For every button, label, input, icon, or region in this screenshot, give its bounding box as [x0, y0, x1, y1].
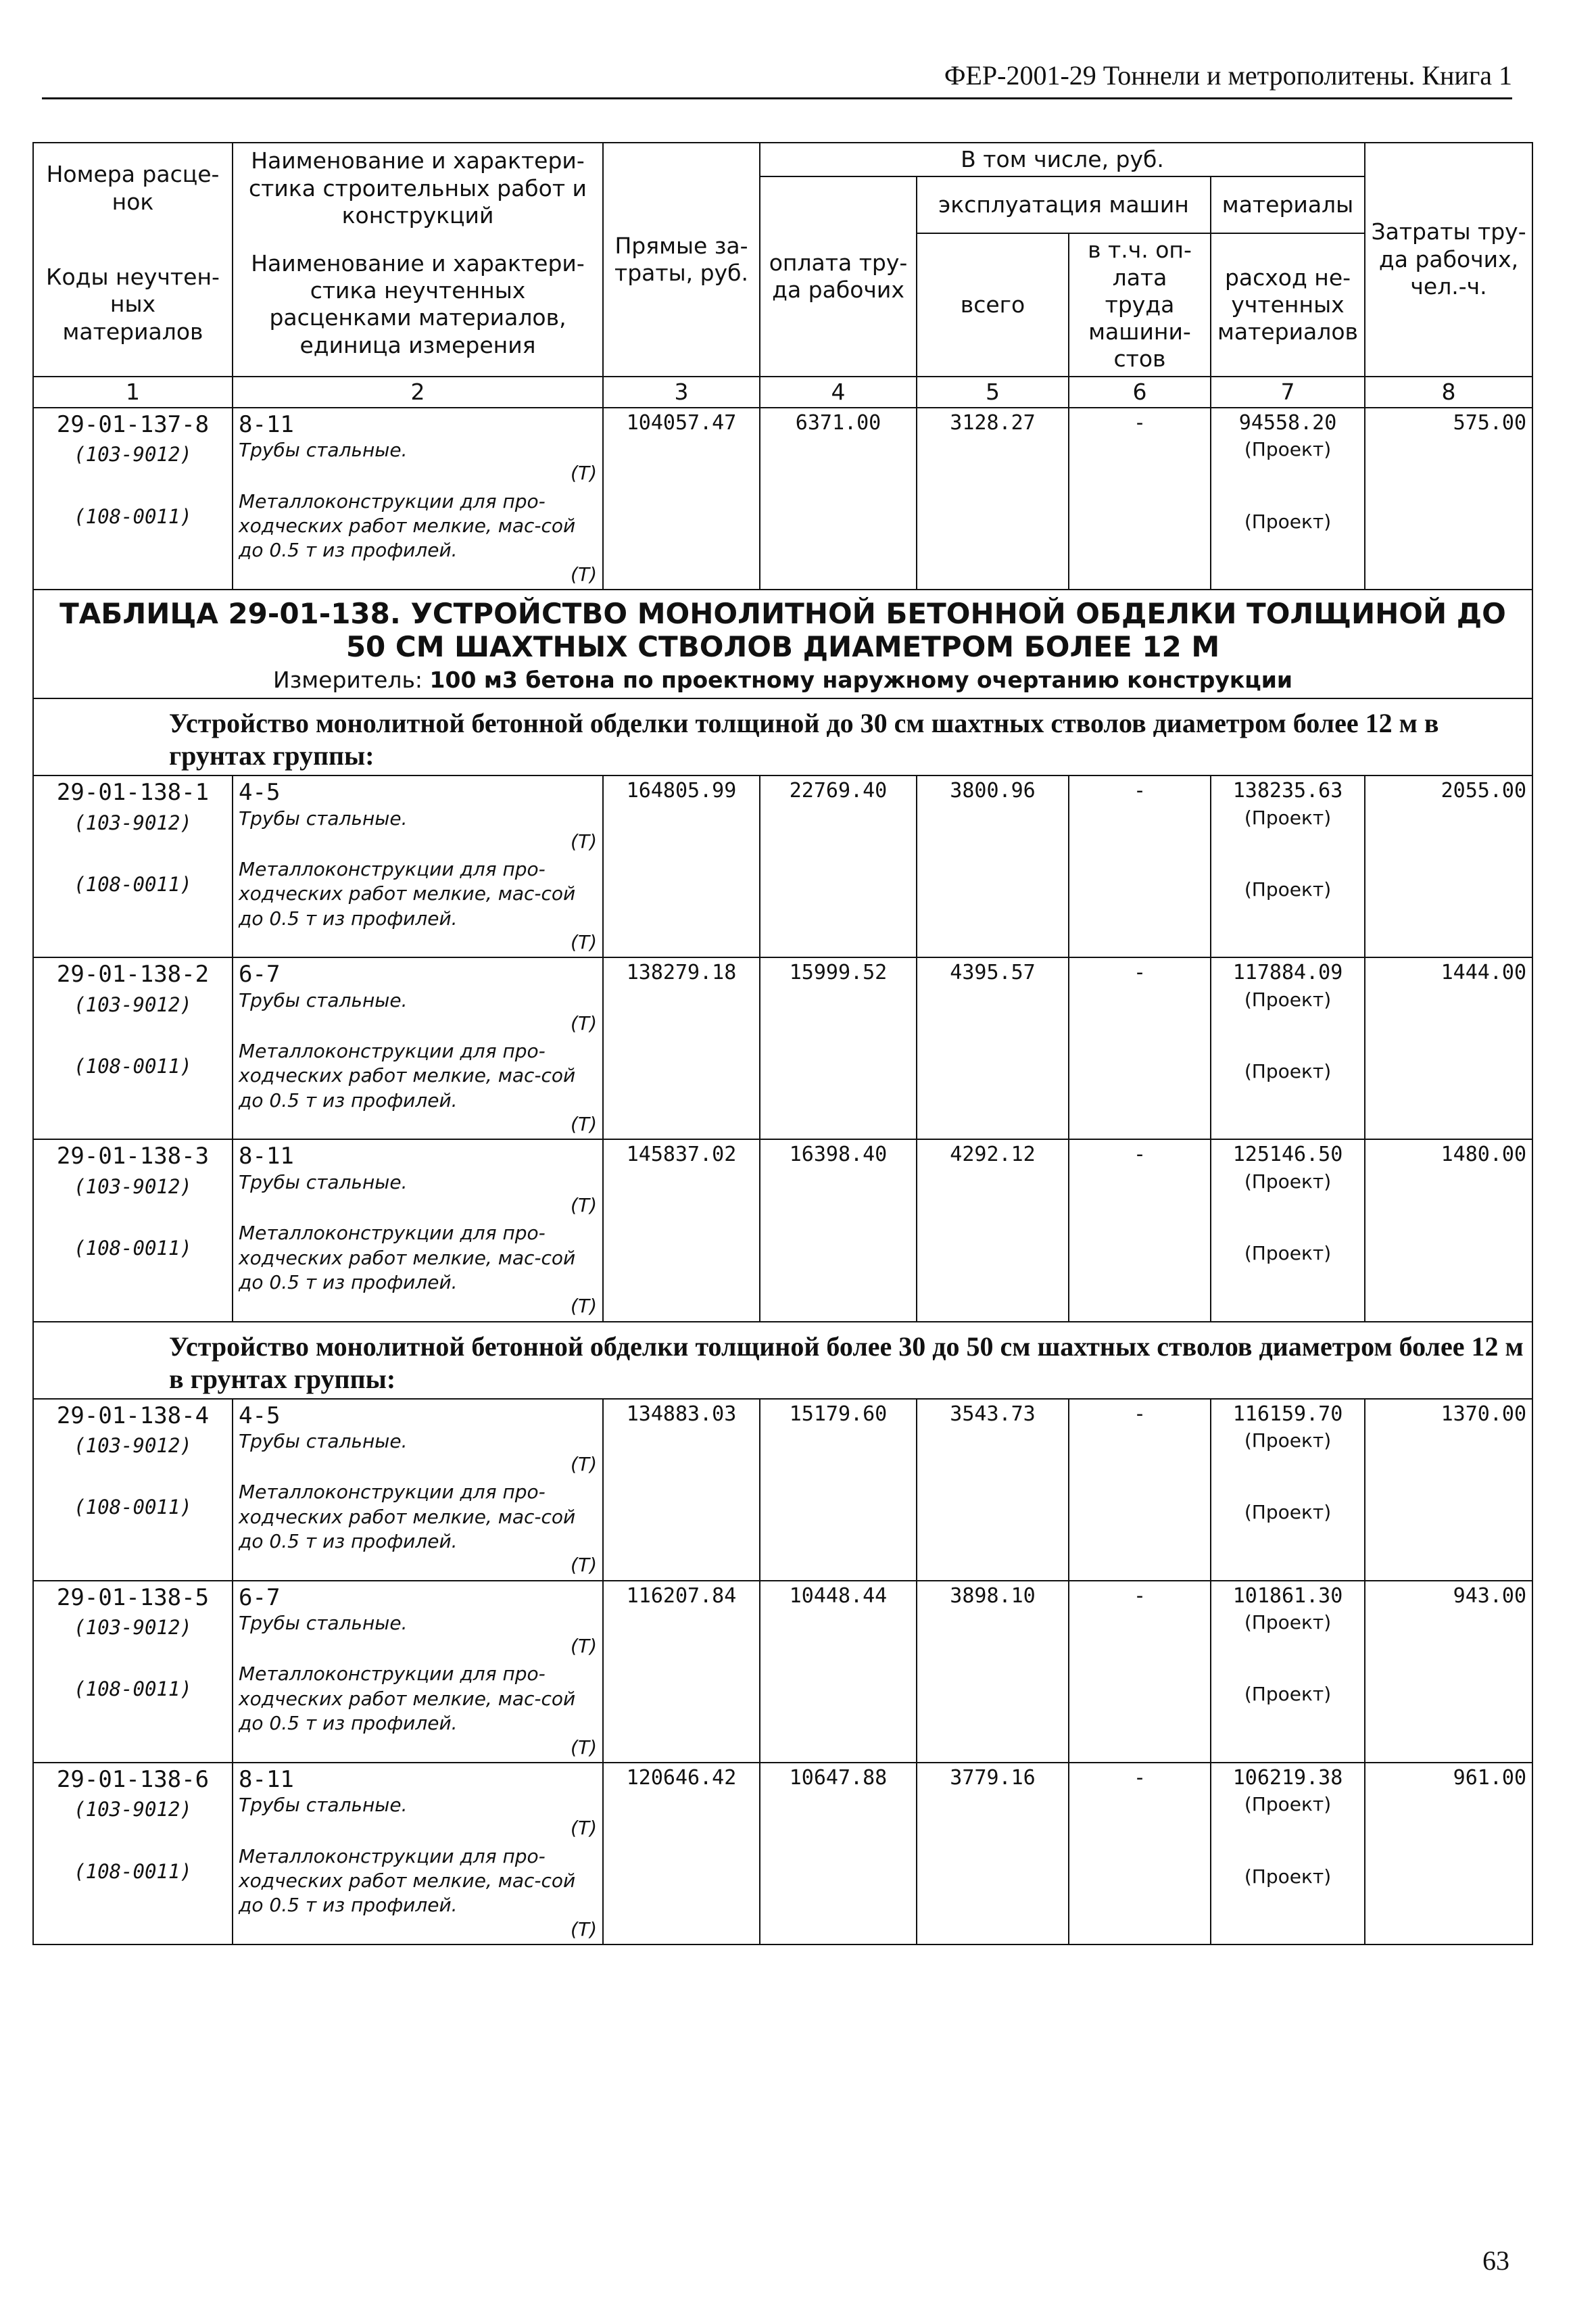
material-unit: (Т) — [571, 931, 597, 954]
labor-pay-value: 10448.44 — [760, 1581, 917, 1763]
machinists-pay-value: - — [1069, 1399, 1211, 1581]
header-machinists-pay: в т.ч. оп-лата труда машини-стов — [1069, 233, 1211, 376]
material-name: Металлоконструкции для про-ходческих работ мелкие, мас-сой до 0.5 т из профилей. — [239, 1481, 576, 1553]
header-material-codes: Коды неучтен-ных материалов — [33, 233, 233, 376]
page-number: 63 — [1482, 2245, 1509, 2276]
rate-code-cell — [33, 957, 233, 1139]
rate-code: 29-01-138-2 — [56, 961, 210, 988]
material-unit: (Т) — [571, 830, 597, 853]
direct-costs-value: 120646.42 — [603, 1763, 760, 1944]
header-labor-pay: оплата тру-да рабочих — [760, 176, 917, 376]
project-note: (Проект) — [1244, 1865, 1332, 1888]
rate-code-cell — [33, 1763, 233, 1944]
header-unaccounted-materials: расход не-учтенных материалов — [1211, 233, 1365, 376]
project-note: (Проект) — [1244, 438, 1332, 461]
table-row — [33, 408, 1532, 590]
material-code: (108-0011) — [74, 873, 192, 897]
direct-costs-value: 116207.84 — [603, 1581, 760, 1763]
material-name: Металлоконструкции для про-ходческих работ мелкие, мас-сой до 0.5 т из профилей. — [239, 1040, 576, 1112]
header-machines-total: всего — [917, 233, 1069, 376]
column-number: 5 — [917, 377, 1069, 408]
material-name: Металлоконструкции для про-ходческих работ мелкие, мас-сой до 0.5 т из профилей. — [239, 1844, 576, 1917]
materials-value: 106219.38 — [1232, 1765, 1343, 1790]
labor-pay-value: 15999.52 — [760, 957, 917, 1139]
material-code: (103-9012) — [74, 1616, 192, 1640]
direct-costs-value: 104057.47 — [603, 408, 760, 590]
direct-costs-value: 164805.99 — [603, 775, 760, 957]
direct-costs-value: 138279.18 — [603, 957, 760, 1139]
table-title: ТАБЛИЦА 29-01-138. УСТРОЙСТВО МОНОЛИТНОЙ БЕТОННОЙ ОБДЕЛКИ ТОЛЩИНОЙ ДО 50 СМ ШАХТНЫХ СТВОЛОВ ДИАМЕТРОМ БОЛЕЕ 12 М — [59, 596, 1506, 664]
meter-value: 100 м3 бетона по проектному наружному очертанию конструкции — [429, 666, 1293, 693]
material-code: (103-9012) — [74, 1434, 192, 1457]
table-row — [33, 1581, 1532, 1763]
project-note: (Проект) — [1244, 806, 1332, 829]
rate-code-cell — [33, 1399, 233, 1581]
machinists-pay-value: - — [1069, 957, 1211, 1139]
labor-hours-value: 1480.00 — [1365, 1139, 1532, 1321]
labor-hours-value: 1370.00 — [1365, 1399, 1532, 1581]
machinists-pay-value: - — [1069, 408, 1211, 590]
materials-value: 94558.20 — [1238, 410, 1337, 435]
material-name: Трубы стальные. — [239, 807, 408, 830]
soil-group: 4-5 — [239, 779, 281, 807]
labor-hours-value: 2055.00 — [1365, 775, 1532, 957]
table-row — [33, 1763, 1532, 1944]
rate-code-cell — [33, 1581, 233, 1763]
table-meter — [34, 667, 1532, 698]
labor-hours-value: 943.00 — [1365, 1581, 1532, 1763]
rate-code: 29-01-138-1 — [56, 779, 210, 807]
material-code: (108-0011) — [74, 1237, 192, 1260]
soil-group: 6-7 — [239, 961, 281, 988]
material-name: Трубы стальные. — [239, 1794, 408, 1817]
column-number: 2 — [233, 377, 603, 408]
material-unit: (Т) — [571, 1194, 597, 1217]
column-numbers-row — [33, 377, 1532, 408]
header-rule — [42, 97, 1512, 99]
machinists-pay-value: - — [1069, 775, 1211, 957]
material-unit: (Т) — [571, 1453, 597, 1476]
soil-group: 6-7 — [239, 1583, 281, 1611]
description-cell — [233, 1399, 603, 1581]
rate-code-cell — [33, 1139, 233, 1321]
materials-value: 101861.30 — [1232, 1583, 1343, 1608]
description-cell — [233, 408, 603, 590]
rates-table — [32, 142, 1533, 1945]
project-note: (Проект) — [1244, 1060, 1332, 1083]
column-number: 3 — [603, 377, 760, 408]
table-row — [33, 775, 1532, 957]
column-number: 6 — [1069, 377, 1211, 408]
header-materials: материалы — [1211, 176, 1365, 233]
material-name: Металлоконструкции для про-ходческих работ мелкие, мас-сой до 0.5 т из профилей. — [239, 857, 576, 930]
materials-cell — [1211, 1763, 1365, 1944]
labor-pay-value: 22769.40 — [760, 775, 917, 957]
material-code: (103-9012) — [74, 811, 192, 834]
material-code: (108-0011) — [74, 1496, 192, 1519]
table-row — [33, 1399, 1532, 1581]
material-unit: (Т) — [571, 1295, 597, 1318]
material-name: Трубы стальные. — [239, 1612, 408, 1635]
soil-group: 8-11 — [239, 1143, 294, 1170]
material-unit: (Т) — [571, 1113, 597, 1136]
material-unit: (Т) — [571, 1817, 597, 1840]
material-unit: (Т) — [571, 1917, 597, 1940]
soil-group: 4-5 — [239, 1402, 281, 1429]
header-machines: эксплуатация машин — [917, 176, 1211, 233]
section-row — [33, 698, 1532, 775]
material-unit: (Т) — [571, 1736, 597, 1759]
materials-value: 138235.63 — [1232, 779, 1343, 803]
soil-group: 8-11 — [239, 410, 294, 438]
material-name: Трубы стальные. — [239, 988, 408, 1011]
project-note: (Проект) — [1244, 1683, 1332, 1706]
direct-costs-value: 145837.02 — [603, 1139, 760, 1321]
section-row — [33, 1322, 1532, 1399]
material-name: Металлоконструкции для про-ходческих работ мелкие, мас-сой до 0.5 т из профилей. — [239, 490, 576, 562]
header-labor-hours: Затраты тру-да рабочих, чел.-ч. — [1365, 143, 1532, 377]
materials-value: 116159.70 — [1232, 1402, 1343, 1426]
material-code: (108-0011) — [74, 1055, 192, 1078]
labor-hours-value: 575.00 — [1365, 408, 1532, 590]
project-note: (Проект) — [1244, 1429, 1332, 1452]
description-cell — [233, 775, 603, 957]
materials-cell — [1211, 957, 1365, 1139]
machinists-pay-value: - — [1069, 1763, 1211, 1944]
materials-value: 117884.09 — [1232, 961, 1343, 985]
machines-total-value: 3898.10 — [917, 1581, 1069, 1763]
material-unit: (Т) — [571, 462, 597, 485]
material-name: Металлоконструкции для про-ходческих работ мелкие, мас-сой до 0.5 т из профилей. — [239, 1222, 576, 1293]
machines-total-value: 3779.16 — [917, 1763, 1069, 1944]
project-note: (Проект) — [1244, 878, 1332, 901]
header-materials-description: Наименование и характери-стика неучтенных расценками материалов, единица измерения — [233, 233, 603, 376]
material-unit: (Т) — [571, 1011, 597, 1034]
rate-code: 29-01-138-6 — [56, 1765, 210, 1793]
table-row — [33, 957, 1532, 1139]
header-rate-numbers: Номера расце-нок — [33, 143, 233, 233]
running-header: ФЕР-2001-29 Тоннели и метрополитены. Книга 1 — [944, 60, 1512, 91]
rate-code-cell — [33, 775, 233, 957]
project-note: (Проект) — [1244, 988, 1332, 1011]
material-name: Трубы стальные. — [239, 1430, 408, 1452]
column-number: 7 — [1211, 377, 1365, 408]
section-title: Устройство монолитной бетонной обделки толщиной до 30 см шахтных стволов диаметром более 12 м в грунтах группы: — [33, 698, 1532, 775]
rate-code: 29-01-138-4 — [56, 1402, 210, 1429]
machines-total-value: 3128.27 — [917, 408, 1069, 590]
description-cell — [233, 957, 603, 1139]
machines-total-value: 4292.12 — [917, 1139, 1069, 1321]
labor-pay-value: 16398.40 — [760, 1139, 917, 1321]
project-note: (Проект) — [1244, 1793, 1332, 1816]
material-unit: (Т) — [571, 1554, 597, 1577]
labor-pay-value: 15179.60 — [760, 1399, 917, 1581]
rate-code-cell — [33, 408, 233, 590]
material-name: Трубы стальные. — [239, 439, 408, 462]
materials-cell — [1211, 1581, 1365, 1763]
project-note: (Проект) — [1244, 1242, 1332, 1265]
machines-total-value: 3800.96 — [917, 775, 1069, 957]
material-name: Металлоконструкции для про-ходческих работ мелкие, мас-сой до 0.5 т из профилей. — [239, 1663, 576, 1735]
material-code: (103-9012) — [74, 993, 192, 1016]
material-unit: (Т) — [571, 1635, 597, 1658]
machines-total-value: 3543.73 — [917, 1399, 1069, 1581]
material-code: (108-0011) — [74, 1859, 192, 1883]
section-title: Устройство монолитной бетонной обделки толщиной более 30 до 50 см шахтных стволов диаметром более 12 м в грунтах группы: — [33, 1322, 1532, 1399]
material-code: (108-0011) — [74, 504, 192, 528]
machinists-pay-value: - — [1069, 1139, 1211, 1321]
materials-cell — [1211, 775, 1365, 957]
materials-cell — [1211, 408, 1365, 590]
machines-total-value: 4395.57 — [917, 957, 1069, 1139]
materials-cell — [1211, 1399, 1365, 1581]
meter-label: Измеритель: — [273, 666, 423, 693]
machinists-pay-value: - — [1069, 1581, 1211, 1763]
table-title-row — [33, 590, 1532, 698]
project-note: (Проект) — [1244, 510, 1332, 533]
rate-code: 29-01-138-3 — [56, 1143, 210, 1170]
header-works-description: Наименование и характери-стика строительных работ и конструкций — [233, 143, 603, 233]
material-unit: (Т) — [571, 563, 597, 586]
table-row — [33, 1139, 1532, 1321]
rates-table-frame — [32, 142, 1532, 1945]
project-note: (Проект) — [1244, 1501, 1332, 1524]
column-number: 4 — [760, 377, 917, 408]
column-number: 8 — [1365, 377, 1532, 408]
materials-value: 125146.50 — [1232, 1143, 1343, 1167]
materials-cell — [1211, 1139, 1365, 1321]
labor-hours-value: 1444.00 — [1365, 957, 1532, 1139]
material-code: (103-9012) — [74, 1174, 192, 1198]
material-code: (103-9012) — [74, 1798, 192, 1821]
material-name: Трубы стальные. — [239, 1170, 408, 1193]
header-including: В том числе, руб. — [760, 143, 1365, 176]
soil-group: 8-11 — [239, 1765, 294, 1793]
labor-pay-value: 10647.88 — [760, 1763, 917, 1944]
direct-costs-value: 134883.03 — [603, 1399, 760, 1581]
project-note: (Проект) — [1244, 1170, 1332, 1193]
description-cell — [233, 1139, 603, 1321]
column-number: 1 — [33, 377, 233, 408]
labor-pay-value: 6371.00 — [760, 408, 917, 590]
rate-code: 29-01-137-8 — [56, 410, 210, 438]
rate-code: 29-01-138-5 — [56, 1583, 210, 1611]
labor-hours-value: 961.00 — [1365, 1763, 1532, 1944]
project-note: (Проект) — [1244, 1611, 1332, 1634]
description-cell — [233, 1763, 603, 1944]
header-direct-costs: Прямые за-траты, руб. — [603, 143, 760, 377]
material-code: (103-9012) — [74, 443, 192, 467]
description-cell — [233, 1581, 603, 1763]
material-code: (108-0011) — [74, 1677, 192, 1701]
